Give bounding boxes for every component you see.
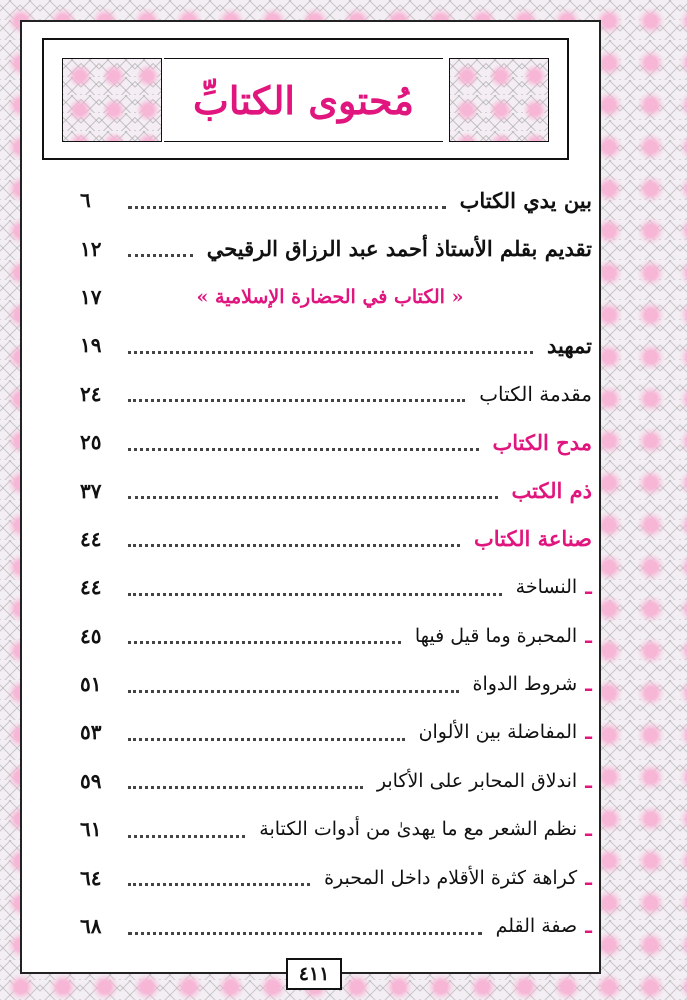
toc-entry-label: المحبرة وما قيل فيها: [414, 624, 578, 647]
toc-entry[interactable]: [80, 418, 592, 466]
dot-leader: [128, 252, 193, 257]
toc-entry[interactable]: [80, 370, 592, 418]
toc-page-number: ٤٤: [80, 575, 102, 600]
toc-entry[interactable]: [80, 612, 592, 660]
toc-page-number: ٢٥: [80, 430, 102, 455]
toc-entry[interactable]: [80, 321, 592, 369]
toc-entry-label: شروط الدواة: [472, 673, 578, 696]
toc-entry[interactable]: [80, 563, 592, 611]
dot-leader: [128, 591, 502, 596]
banner-title-box: [164, 58, 443, 142]
dot-leader: [128, 736, 405, 741]
toc-page-number: ٥٣: [80, 720, 102, 745]
toc-entry[interactable]: [80, 902, 592, 950]
toc-page-number: ٥٩: [80, 768, 102, 793]
toc-entry-label: صناعة الكتاب: [473, 526, 592, 552]
dot-leader: [128, 784, 363, 789]
toc-entry[interactable]: [80, 853, 592, 901]
bullet-dash-icon: ـ: [585, 672, 592, 697]
banner-ornament-left: [62, 58, 162, 142]
bullet-dash-icon: ـ: [585, 623, 592, 648]
toc-page-number: ٣٧: [80, 478, 102, 503]
dot-leader: [128, 349, 533, 354]
page-title: مُحتوى الكتابِّ: [193, 77, 414, 123]
toc-page-number: ٦٨: [80, 914, 102, 939]
toc-entry-label: ذم الكتب: [511, 478, 592, 504]
toc-page-number: ٤٤: [80, 526, 102, 551]
bullet-dash-icon: ـ: [585, 817, 592, 842]
bullet-dash-icon: ـ: [585, 768, 592, 793]
toc-entry[interactable]: [80, 273, 592, 321]
dot-leader: [128, 542, 460, 547]
toc-page-number: ٦: [80, 188, 91, 213]
toc-entry-label: صفة القلم: [495, 915, 578, 938]
toc-entry[interactable]: [80, 224, 592, 272]
toc-entry-label: النساخة: [515, 576, 578, 599]
table-of-contents: [80, 176, 592, 950]
toc-entry-label: تقديم بقلم الأستاذ أحمد عبد الرزاق الرقيحي: [206, 236, 592, 262]
dot-leader: [128, 446, 479, 451]
bullet-dash-icon: ـ: [585, 720, 592, 745]
toc-page-number: ١٧: [80, 284, 102, 309]
toc-section-heading: « الكتاب في الحضارة الإسلامية »: [196, 285, 464, 308]
toc-entry-label: اندلاق المحابر على الأكابر: [376, 769, 578, 792]
dot-leader: [128, 930, 482, 935]
page-number: ٤١١: [286, 958, 342, 990]
bullet-dash-icon: ـ: [585, 914, 592, 939]
toc-entry-label: مقدمة الكتاب: [479, 381, 592, 406]
toc-page-number: ٤٥: [80, 623, 102, 648]
bullet-dash-icon: ـ: [585, 575, 592, 600]
toc-entry[interactable]: [80, 660, 592, 708]
bullet-dash-icon: ـ: [585, 865, 592, 890]
toc-entry-label: بين يدي الكتاب: [459, 187, 592, 213]
toc-entry[interactable]: [80, 708, 592, 756]
toc-page-number: ٦١: [80, 817, 102, 842]
toc-page-number: ٥١: [80, 672, 102, 697]
toc-page-number: ٦٤: [80, 865, 102, 890]
toc-page-number: ٢٤: [80, 381, 102, 406]
toc-entry-label: كراهة كثرة الأقلام داخل المحبرة: [324, 866, 578, 889]
dot-leader: [128, 639, 401, 644]
toc-entry-label: مدح الكتاب: [492, 429, 592, 455]
toc-page-number: ١٢: [80, 236, 102, 261]
toc-entry-label: نظم الشعر مع ما يهدىٰ من أدوات الكتابة: [259, 818, 578, 841]
toc-entry[interactable]: [80, 176, 592, 224]
toc-entry[interactable]: [80, 515, 592, 563]
banner-ornament-right: [449, 58, 549, 142]
dot-leader: [128, 494, 498, 499]
toc-page-number: ١٩: [80, 333, 102, 358]
dot-leader: [128, 688, 459, 693]
toc-entry[interactable]: [80, 757, 592, 805]
dot-leader: [128, 204, 446, 209]
toc-entry[interactable]: [80, 466, 592, 514]
header-banner: [42, 38, 569, 160]
toc-entry-label: تمهيد: [546, 332, 592, 358]
toc-entry[interactable]: [80, 805, 592, 853]
dot-leader: [128, 397, 465, 402]
toc-entry-label: المفاضلة بين الألوان: [418, 721, 578, 744]
dot-leader: [128, 833, 245, 838]
dot-leader: [128, 881, 310, 886]
